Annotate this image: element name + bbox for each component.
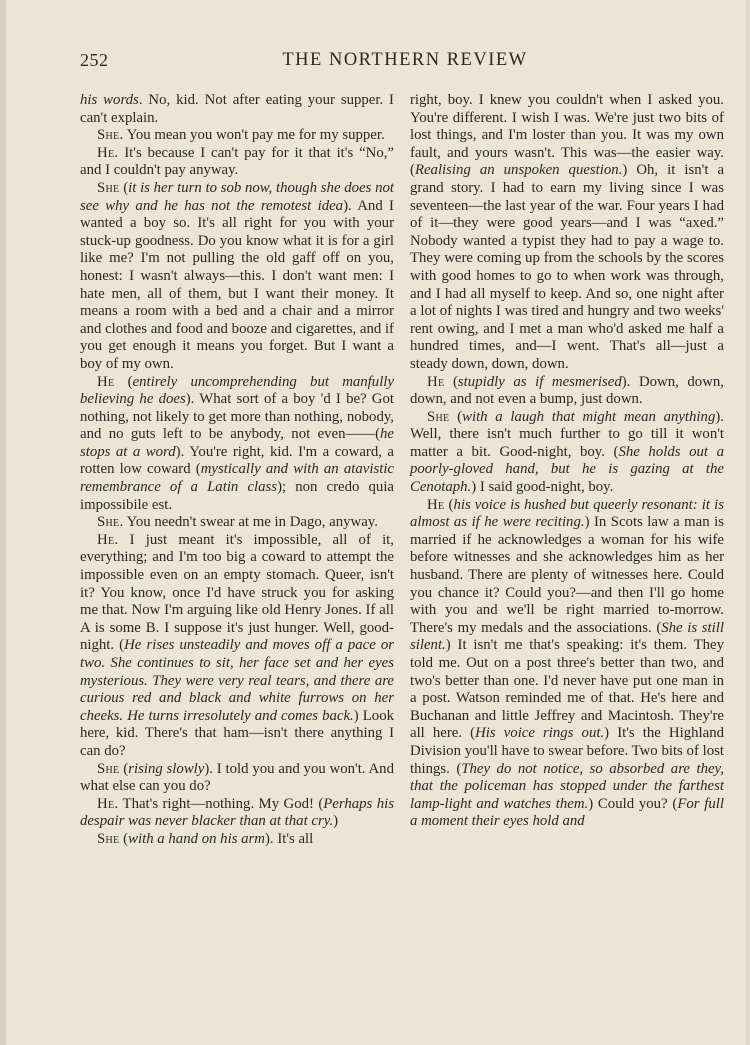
speaker-label: He [427, 373, 445, 390]
journal-title: THE NORTHERN REVIEW [282, 50, 528, 70]
paragraph: He. I just meant it's impossible, all of it, everything; and I'm too big a coward to attempt the impossible even on an empty stomach. Queer, isn't it? You know, once I'd have struck you for asking me that. Now I'm arguing like old Henry Jones. If all A is some B. I suppose it's just hunger. Well, good-night. (He rises unsteadily and moves off a pace or two. She continues to sit, her face set and her eyes mysterious. They were very real tears, and there are curious red and black and white furrows on her cheeks. He turns irresolutely and comes back.) Look here, kid. There's that ham—isn't there anything I can do? [80, 531, 394, 759]
paragraph: She (with a laugh that might mean anything). Well, there isn't much further to go till it won't matter a bit. Good-night, boy. (She holds out a poorly-gloved hand, but he is gazing at the Cenotaph.) I said good-night, boy. [410, 408, 724, 496]
page-number: 252 [80, 50, 109, 70]
speaker-label: She. [97, 127, 124, 144]
paragraph: He (entirely uncomprehending but manfully believing he does). What sort of a boy 'd I be? Got nothing, not likely to get more than nothing, nobody, and no guts left to be anybody, not even——(he stops at a word). You're right, kid. I'm a coward, a rotten low coward (mystically and with an atavistic remembrance of a Latin class); non credo quia impossibile est. [80, 373, 395, 513]
paragraph: He. That's right—nothing. My God! (Perhaps his despair was never blacker than at that cry.) [80, 795, 394, 830]
paragraph: She. You needn't swear at me in Dago, anyway. [97, 514, 378, 531]
page-left-edge [0, 0, 6, 1045]
speaker-label: She [427, 408, 450, 425]
right-column [410, 92, 724, 831]
speaker-label: She. [97, 514, 124, 531]
speaker-label: He. [97, 144, 119, 161]
paragraph: She (with a hand on his arm). It's all [97, 830, 314, 847]
speaker-label: He. [97, 531, 119, 548]
speaker-label: He [427, 496, 445, 513]
speaker-label: He. [97, 795, 119, 812]
paragraph: right, boy. I knew you couldn't when I asked you. You're different. I wish I was. We're just two bits of lost things, and I'm loster than you. It was my own fault, and yours wasn't. This was—the easier way. (Realising an unspoken question.) Oh, it isn't a grand story. I had to earn my living since I was seventeen—the last year of the war. Four years I had of it—they were good years—and I was “axed.” Nobody wanted a typist they had to pay a wage to. They were coming up from the schools by the scores with good homes to go to when work was through, and I had all myself to keep. And so, one night after a lot of nights I was tired and hungry and two weeks' rent owing, and I met a man who'd asked me half a hundred times, and—I went. That's all—just a steady down, down, down. [410, 92, 725, 372]
running-header [80, 50, 730, 76]
speaker-label: She [97, 760, 120, 777]
paragraph: He (stupidly as if mesmerised). Down, down, down, and not even a bump, just down. [410, 373, 724, 408]
left-column [80, 92, 394, 849]
paragraph: He. It's because I can't pay for it that it's “No,” and I couldn't pay anyway. [80, 144, 394, 179]
speaker-label: She [97, 179, 120, 196]
paragraph: his words. No, kid. Not after eating your supper. I can't explain. [80, 92, 394, 126]
speaker-label: He [97, 373, 115, 390]
paragraph: She (rising slowly). I told you and you won't. And what else can you do? [80, 760, 394, 795]
page-right-edge [746, 0, 750, 1045]
paragraph: She (it is her turn to sob now, though she does not see why and he has not the remotest idea). And I wanted a boy so. It's all right for you with your stuck-up goodness. Do you know what it is for a girl like me? I'm not pulling the old gaff off on you, honest: I wasn't always—this. I don't want men: I hate men, all of them, but I want their money. It means a room with a bed and a chair and a mirror and clothes and food and booze and cigarettes, and if you get enough it means you forget. But I want a boy of my own. [80, 179, 394, 372]
paragraph: She. You mean you won't pay me for my supper. [97, 127, 385, 144]
speaker-label: She [97, 830, 120, 847]
paragraph: He (his voice is hushed but queerly resonant: it is almost as if he were reciting.) In Scots law a man is married if he acknowledges a woman for his wife before witnesses and she acknowledges him as her husband. There are plenty of witnesses here. Could you chance it? Could you?—and then I'll go home with you and we'll be right married to-morrow. There's my medals and the associations. (She is still silent.) It isn't me that's speaking: it's them. They told me. Out on a post three's better than two, and two's better than one. I'd never have put one man in a post. Watson reminded me of that. He's here and Buchanan and little Jeffrey and Macintosh. They're all here. (His voice rings out.) It's the Highland Division you'll have to swear before. Two bits of lost things. (They do not notice, so absorbed are they, that the policeman has stopped under the farthest lamp-light and watches them.) Could you? (For full a moment their eyes hold and [410, 496, 724, 830]
